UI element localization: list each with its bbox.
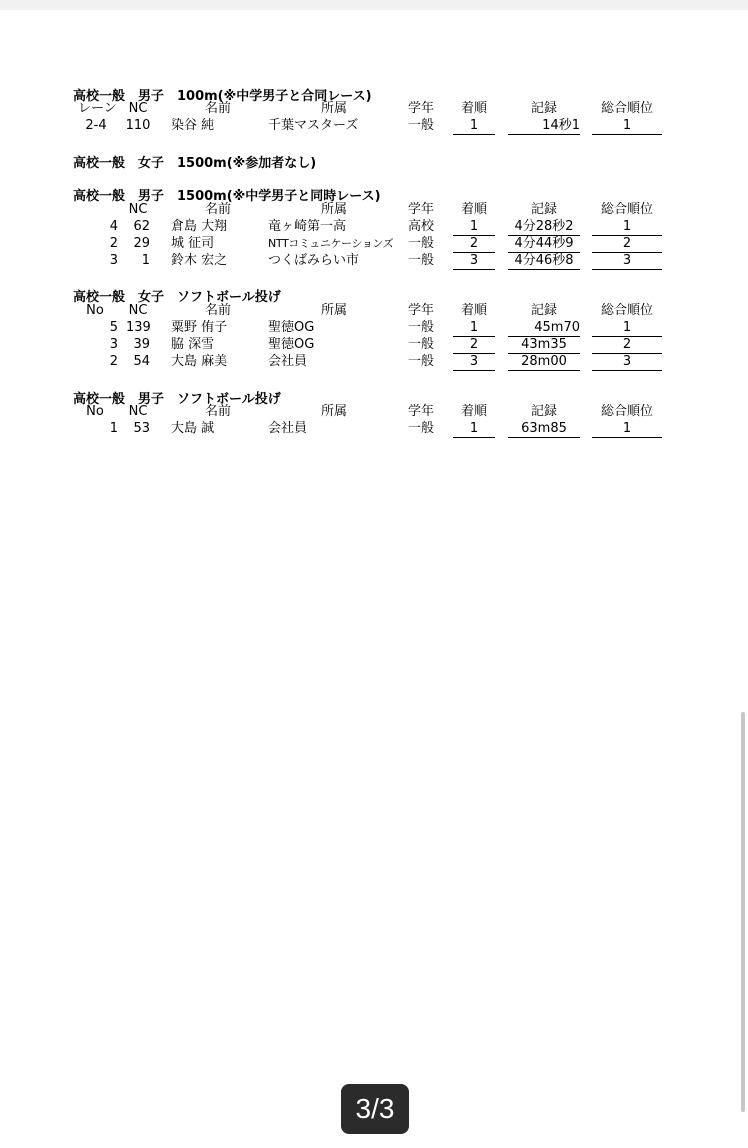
record-cell: 43m35 bbox=[508, 337, 580, 354]
table-row bbox=[0, 320, 748, 336]
grade-cell: 一般 bbox=[407, 320, 434, 335]
place-cell: 2 bbox=[453, 337, 495, 354]
header-nc: NC bbox=[128, 404, 148, 419]
nc-cell: 39 bbox=[133, 337, 150, 352]
nc-cell: 53 bbox=[133, 421, 150, 436]
section-title: 高校一般 女子 1500m(※参加者なし) bbox=[73, 156, 317, 171]
record-cell: 4分46秒8 bbox=[508, 253, 580, 270]
name-cell: 大島 麻美 bbox=[171, 354, 228, 369]
overall-cell: 1 bbox=[592, 421, 662, 438]
name-cell: 倉島 大翔 bbox=[171, 219, 228, 234]
header-grade: 学年 bbox=[407, 404, 434, 419]
section-title: 高校一般 女子 ソフトボール投げ bbox=[73, 290, 281, 305]
header-place: 着順 bbox=[460, 101, 487, 116]
header-grade: 学年 bbox=[407, 303, 434, 318]
name-cell: 城 征司 bbox=[171, 236, 215, 251]
header-overall: 総合順位 bbox=[600, 404, 653, 419]
lane-cell: 2 bbox=[109, 236, 118, 251]
table-header bbox=[0, 202, 748, 218]
header-name: 名前 bbox=[204, 101, 231, 116]
nc-cell: 110 bbox=[125, 118, 151, 133]
header-name: 名前 bbox=[204, 303, 231, 318]
place-cell: 3 bbox=[453, 253, 495, 270]
place-cell: 1 bbox=[453, 118, 495, 135]
record-cell: 4分44秒9 bbox=[508, 236, 580, 253]
overall-cell: 3 bbox=[592, 354, 662, 371]
overall-cell: 1 bbox=[592, 219, 662, 236]
table-row bbox=[0, 236, 748, 252]
lane-cell: 4 bbox=[109, 219, 118, 234]
affiliation-cell: 会社員 bbox=[268, 421, 308, 436]
header-nc: NC bbox=[128, 101, 148, 116]
no-cell: 3 bbox=[109, 337, 118, 352]
header-record: 記録 bbox=[530, 101, 557, 116]
affiliation-cell: 聖徳OG bbox=[268, 320, 315, 335]
record-cell: 28m00 bbox=[508, 354, 580, 371]
nc-cell: 1 bbox=[141, 253, 150, 268]
header-place: 着順 bbox=[460, 404, 487, 419]
table-row bbox=[0, 337, 748, 353]
header-place: 着順 bbox=[460, 202, 487, 217]
header-no: No bbox=[86, 404, 104, 419]
name-cell: 大島 誠 bbox=[171, 421, 215, 436]
grade-cell: 一般 bbox=[407, 337, 434, 352]
record-cell: 63m85 bbox=[508, 421, 580, 438]
table-row bbox=[0, 354, 748, 370]
table-row bbox=[0, 118, 748, 134]
table-header bbox=[0, 404, 748, 420]
header-overall: 総合順位 bbox=[600, 202, 653, 217]
name-cell: 脇 深雪 bbox=[171, 337, 215, 352]
header-grade: 学年 bbox=[407, 101, 434, 116]
record-cell: 45m70 bbox=[508, 320, 580, 337]
lane-cell: 2-4 bbox=[85, 118, 107, 133]
grade-cell: 一般 bbox=[407, 421, 434, 436]
no-cell: 2 bbox=[109, 354, 118, 369]
header-name: 名前 bbox=[204, 404, 231, 419]
header-place: 着順 bbox=[460, 303, 487, 318]
affiliation-cell: 千葉マスターズ bbox=[268, 118, 359, 133]
table-header bbox=[0, 303, 748, 319]
place-cell: 1 bbox=[453, 320, 495, 337]
header-lane: レーン bbox=[78, 101, 117, 116]
place-cell: 1 bbox=[453, 219, 495, 236]
header-record: 記録 bbox=[530, 404, 557, 419]
affiliation-cell: つくばみらい市 bbox=[268, 253, 360, 268]
header-affiliation: 所属 bbox=[320, 202, 347, 217]
grade-cell: 高校 bbox=[407, 219, 434, 234]
name-cell: 粟野 侑子 bbox=[171, 320, 228, 335]
affiliation-cell: NTTコミュニケーションズ bbox=[268, 237, 394, 250]
page-indicator: 3/3 bbox=[341, 1084, 409, 1134]
overall-cell: 3 bbox=[592, 253, 662, 270]
table-row bbox=[0, 253, 748, 269]
header-grade: 学年 bbox=[407, 202, 434, 217]
vertical-scrollbar[interactable] bbox=[741, 712, 745, 1112]
nc-cell: 29 bbox=[133, 236, 150, 251]
affiliation-cell: 聖徳OG bbox=[268, 337, 315, 352]
name-cell: 染谷 純 bbox=[171, 118, 215, 133]
affiliation-cell: 会社員 bbox=[268, 354, 308, 369]
record-cell: 14秒1 bbox=[508, 118, 580, 135]
nc-cell: 139 bbox=[126, 320, 151, 335]
lane-cell: 3 bbox=[109, 253, 118, 268]
section-title: 高校一般 男子 ソフトボール投げ bbox=[73, 392, 281, 407]
no-cell: 1 bbox=[109, 421, 118, 436]
section-title: 高校一般 男子 100m(※中学男子と合同レース) bbox=[73, 89, 372, 104]
grade-cell: 一般 bbox=[407, 253, 434, 268]
grade-cell: 一般 bbox=[407, 118, 434, 133]
nc-cell: 62 bbox=[133, 219, 150, 234]
header-nc: NC bbox=[128, 303, 148, 318]
header-affiliation: 所属 bbox=[320, 404, 347, 419]
nc-cell: 54 bbox=[133, 354, 150, 369]
place-cell: 3 bbox=[453, 354, 495, 371]
header-affiliation: 所属 bbox=[320, 101, 347, 116]
section-title: 高校一般 男子 1500m(※中学男子と同時レース) bbox=[73, 189, 381, 204]
header-record: 記録 bbox=[530, 303, 557, 318]
table-row bbox=[0, 219, 748, 235]
table-row bbox=[0, 421, 748, 437]
header-no: No bbox=[86, 303, 104, 318]
grade-cell: 一般 bbox=[407, 354, 434, 369]
header-affiliation: 所属 bbox=[320, 303, 347, 318]
affiliation-cell: 竜ヶ崎第一高 bbox=[268, 219, 347, 234]
place-cell: 1 bbox=[453, 421, 495, 438]
grade-cell: 一般 bbox=[407, 236, 434, 251]
header-nc: NC bbox=[128, 202, 148, 217]
name-cell: 鈴木 宏之 bbox=[171, 253, 228, 268]
overall-cell: 2 bbox=[592, 337, 662, 354]
overall-cell: 1 bbox=[592, 320, 662, 337]
record-cell: 4分28秒2 bbox=[508, 219, 580, 236]
overall-cell: 2 bbox=[592, 236, 662, 253]
header-overall: 総合順位 bbox=[600, 303, 653, 318]
overall-cell: 1 bbox=[592, 118, 662, 135]
header-name: 名前 bbox=[204, 202, 231, 217]
no-cell: 5 bbox=[109, 320, 118, 335]
place-cell: 2 bbox=[453, 236, 495, 253]
header-record: 記録 bbox=[530, 202, 557, 217]
table-header bbox=[0, 101, 748, 117]
header-overall: 総合順位 bbox=[600, 101, 653, 116]
